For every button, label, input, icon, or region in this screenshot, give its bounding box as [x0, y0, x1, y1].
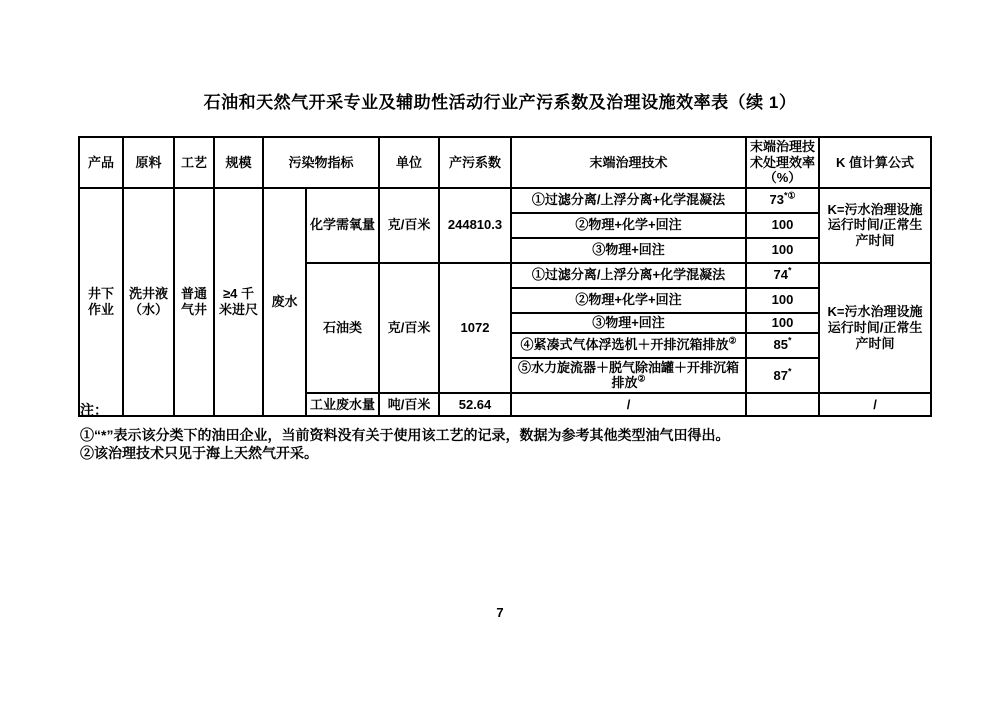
header-efficiency: 末端治理技术处理效率（%）: [746, 137, 819, 188]
cell-k-formula-oil: K=污水治理设施运行时间/正常生产时间: [819, 263, 931, 393]
treatment-superscript: ②: [637, 374, 646, 385]
efficiency-value: 87: [773, 367, 788, 383]
efficiency-superscript: *: [787, 366, 792, 377]
header-treatment: 末端治理技术: [511, 137, 746, 188]
cell-material: 洗井液（水）: [123, 188, 174, 416]
treatment-text: ⑤水力旋流器＋脱气除油罐＋开排沉箱排放: [518, 359, 740, 391]
treatment-superscript: ②: [728, 336, 737, 347]
cell-treatment: [511, 213, 746, 238]
cell-unit-cod: 克/百米: [379, 188, 439, 263]
header-process: 工艺: [174, 137, 214, 188]
cell-efficiency: [746, 188, 819, 213]
treatment-text: ③物理+回注: [592, 314, 665, 330]
table-header-row: [79, 137, 931, 188]
page-title: 石油和天然气开采专业及辅助性活动行业产污系数及治理设施效率表（续 1）: [203, 93, 797, 112]
notes-section: [80, 401, 920, 463]
cell-k-formula-wastewater: /: [819, 393, 931, 416]
cell-process: 普通气井: [174, 188, 214, 416]
efficiency-value: 85: [773, 337, 788, 353]
cell-k-formula-cod: K=污水治理设施运行时间/正常生产时间: [819, 188, 931, 263]
pollution-coefficient-table: [78, 136, 932, 417]
cell-coefficient-oil: 1072: [439, 263, 511, 393]
header-product: 产品: [79, 137, 123, 188]
header-scale: 规模: [214, 137, 263, 188]
treatment-text: /: [626, 396, 631, 412]
efficiency-value: 100: [771, 314, 794, 330]
cell-pollutant-oil: 石油类: [306, 263, 379, 393]
cell-treatment: [511, 313, 746, 333]
treatment-text: ②物理+化学+回注: [575, 292, 682, 308]
treatment-text: ④紧凑式气体浮选机＋开排沉箱排放: [520, 337, 729, 353]
efficiency-superscript: *: [787, 336, 792, 347]
treatment-text: ③物理+回注: [592, 242, 665, 258]
notes-label: 注：: [80, 402, 108, 418]
cell-treatment: [511, 333, 746, 358]
cell-efficiency: [746, 333, 819, 358]
cell-treatment: [511, 288, 746, 313]
efficiency-value: 73: [769, 192, 784, 208]
cell-efficiency: [746, 213, 819, 238]
cell-efficiency: [746, 313, 819, 333]
cell-coefficient-wastewater: 52.64: [439, 393, 511, 416]
header-unit: 单位: [379, 137, 439, 188]
table-row: [79, 188, 931, 213]
cell-efficiency: [746, 358, 819, 393]
note-item-2: ②该治理技术只见于海上天然气开采。: [80, 445, 318, 462]
cell-pollutant-cod: 化学需氧量: [306, 188, 379, 263]
cell-treatment: [511, 238, 746, 263]
efficiency-value: 100: [771, 242, 794, 258]
cell-product: 井下作业: [79, 188, 123, 416]
efficiency-value: 100: [771, 292, 794, 308]
cell-efficiency: [746, 288, 819, 313]
cell-efficiency: [746, 238, 819, 263]
header-material: 原料: [123, 137, 174, 188]
efficiency-value: 100: [771, 217, 794, 233]
cell-efficiency: [746, 263, 819, 288]
cell-treatment: [511, 188, 746, 213]
treatment-text: ②物理+化学+回注: [575, 217, 682, 233]
treatment-text: ①过滤分离/上浮分离+化学混凝法: [531, 192, 726, 208]
efficiency-superscript: *: [787, 266, 792, 277]
header-coefficient: 产污系数: [439, 137, 511, 188]
efficiency-value: 74: [773, 267, 788, 283]
cell-treatment: [511, 263, 746, 288]
note-item-1: ①“*”表示该分类下的油田企业，当前资料没有关于使用该工艺的记录，数据为参考其他类型油气田得出。: [80, 427, 730, 444]
cell-waste-type: 废水: [263, 188, 306, 416]
cell-scale: ≥4 千米进尺: [214, 188, 263, 416]
header-pollutant-indicator: 污染物指标: [263, 137, 379, 188]
cell-unit-wastewater: 吨/百米: [379, 393, 439, 416]
treatment-text: ①过滤分离/上浮分离+化学混凝法: [531, 267, 726, 283]
cell-coefficient-cod: 244810.3: [439, 188, 511, 263]
efficiency-superscript: *①: [783, 191, 796, 202]
cell-pollutant-wastewater: 工业废水量: [306, 393, 379, 416]
header-k-formula: K 值计算公式: [819, 137, 931, 188]
cell-treatment: [511, 358, 746, 393]
cell-unit-oil: 克/百米: [379, 263, 439, 393]
page-number: 7: [496, 605, 504, 620]
